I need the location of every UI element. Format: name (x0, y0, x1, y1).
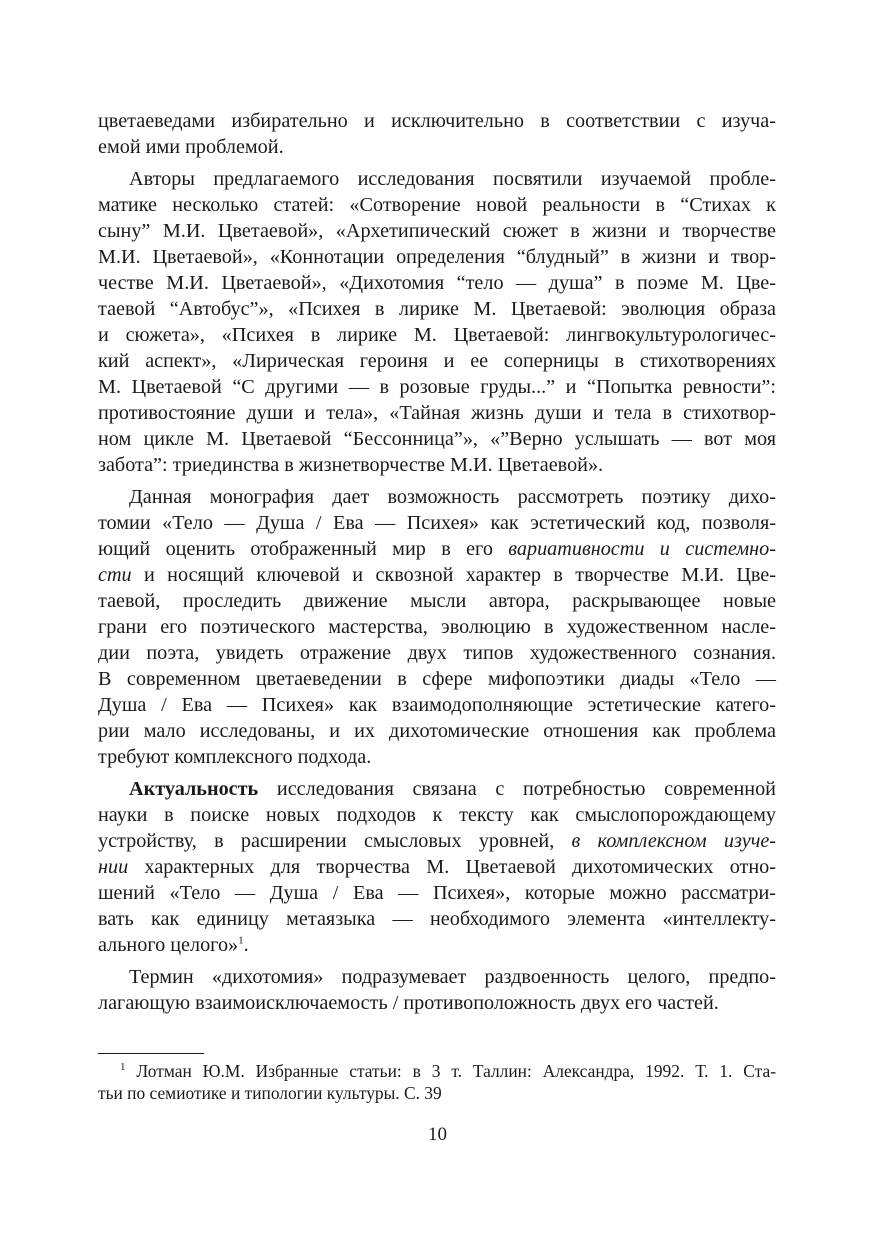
text-run: исследования связана с потребностью современной (258, 778, 776, 800)
text-line: таевой, проследить движение мысли автора, раскрывающее новые (98, 590, 776, 612)
text-line: сыну” М.И. Цветаевой», «Архетипический сюжет в жизни и творчестве (98, 220, 776, 242)
footnote-divider (98, 1053, 204, 1054)
footnote-line: тьи по семиотике и типологии культуры. С. 39 (98, 1083, 442, 1103)
text-line: М. Цветаевой “С другими — в розовые груды...” и “Попытка ревности”: (98, 376, 776, 398)
italic-run: вариативности и системно- (508, 538, 776, 560)
text-line: рии мало исследованы, и их дихотомические отношения как проблема (98, 720, 776, 742)
paragraph-start: Данная монография дает возможность рассмотреть поэтику дихо- (129, 486, 776, 508)
text-line: забота”: триединства в жизнетворчестве М.И. Цветаевой». (98, 454, 604, 476)
text-line: емой ими проблемой. (98, 136, 284, 158)
text-line: вать как единицу метаязыка — необходимого элемента «интеллекту- (98, 908, 776, 930)
italic-run: в комплексном изуче- (571, 830, 777, 852)
footnote-mark: 1 (120, 1061, 126, 1074)
text-line: томии «Тело — Душа / Ева — Психея» как эстетический код, позволя- (98, 512, 776, 534)
text-run: и носящий ключевой и сквозной характер в творчестве М.И. Цве- (131, 564, 776, 586)
text-line: кий аспект», «Лирическая героиня и ее соперницы в стихотворениях (98, 350, 776, 372)
text-line: честве М.И. Цветаевой», «Дихотомия “тело — душа” в поэме М. Цве- (98, 272, 776, 294)
text-line: цветаеведами избирательно и исключительно в соответствии с изуча- (98, 110, 776, 132)
text-line: и сюжета», «Психея в лирике М. Цветаевой: лингвокультурологичес- (98, 324, 776, 346)
text-line: В современном цветаеведении в сфере мифопоэтики диады «Тело — (98, 668, 776, 690)
text-line: дии поэта, увидеть отражение двух типов художественного сознания. (98, 642, 776, 664)
text-line: ном цикле М. Цветаевой “Бессонница”», «”Верно услышать — вот моя (98, 428, 776, 450)
text-line: Душа / Ева — Психея» как взаимодополняющие эстетические катего- (98, 694, 776, 716)
paragraph-start (129, 776, 776, 802)
text-line: грани его поэтического мастерства, эволюцию в художественном насле- (98, 616, 776, 638)
italic-run: сти (98, 564, 132, 586)
text-line: лагающую взаимоисключаемость / противоположность двух его частей. (98, 992, 719, 1014)
text-line: матике несколько статей: «Сотворение новой реальности в “Стихах к (98, 194, 776, 216)
text-line: противостояние души и тела», «Тайная жизнь души и тела в стихотвор- (98, 402, 776, 424)
text-line: М.И. Цветаевой», «Коннотации определения “блудный” в жизни и твор- (98, 246, 776, 268)
text-line: науки в поиске новых подходов к тексту как смыслопорождающему (98, 804, 776, 826)
text-line: требуют комплексного подхода. (98, 746, 372, 768)
paragraph-start: Термин «дихотомия» подразумевает раздвоенность целого, предпо- (129, 966, 776, 988)
text-run: устройству, в расширении смысловых уровней, (98, 830, 572, 852)
footnote-line (120, 1060, 776, 1082)
footnote-text: Лотман Ю.М. Избранные статьи: в 3 т. Таллин: Александра, 1992. Т. 1. Ста- (125, 1061, 776, 1081)
text-run: ющий оценить отображенный мир в его (98, 538, 509, 560)
text-line: таевой “Автобус”», «Психея в лирике М. Цветаевой: эволюция образа (98, 298, 776, 320)
text-line (98, 854, 776, 880)
text-line (98, 828, 776, 854)
italic-run: нии (98, 856, 129, 878)
paragraph-start: Авторы предлагаемого исследования посвятили изучаемой пробле- (129, 168, 776, 190)
text-line (98, 536, 776, 562)
text-run: характерных для творчества М. Цветаевой дихотомических отно- (128, 856, 776, 878)
text-line (98, 932, 776, 958)
text-line: шений «Тело — Душа / Ева — Психея», которые можно рассматри- (98, 882, 776, 904)
page-number: 10 (428, 1124, 447, 1145)
text-line (98, 562, 776, 588)
text-run: . (243, 934, 249, 956)
bold-term: Актуальность (129, 778, 259, 800)
footnote-ref[interactable]: 1 (238, 934, 244, 947)
text-run: ального целого» (98, 934, 239, 956)
